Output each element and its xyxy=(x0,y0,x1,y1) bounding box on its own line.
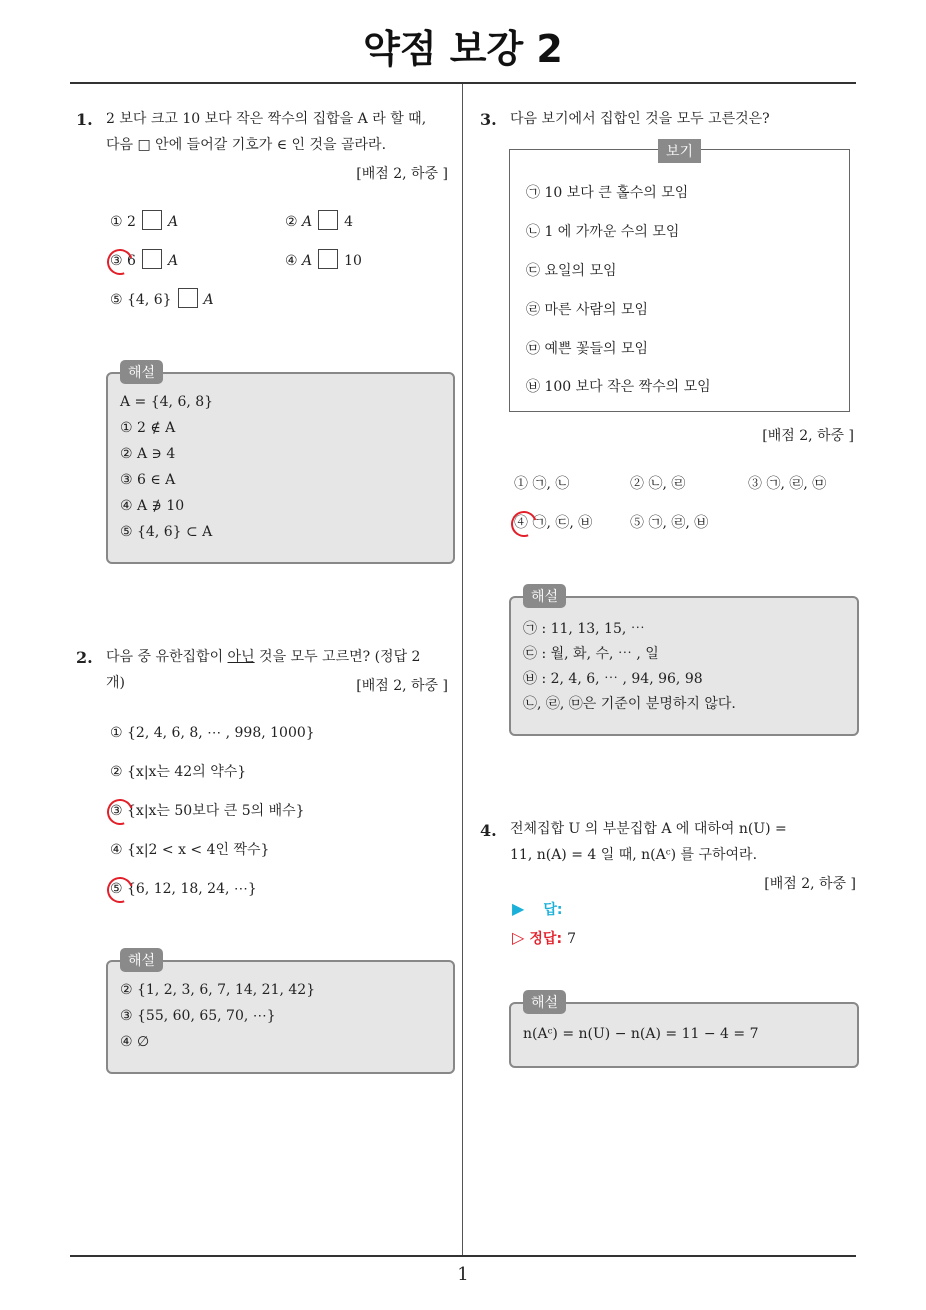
score-label: [배점 2, 하중 ] xyxy=(356,166,448,182)
question-text: 개) xyxy=(106,675,125,691)
explanation-line: ② A ∋ 4 xyxy=(120,446,176,462)
option-5[interactable]: ⑤ ㉠, ㉣, ㉥ xyxy=(630,515,709,531)
bogi-item: ㉤ 예쁜 꽃들의 모임 xyxy=(526,341,649,357)
page-number: 1 xyxy=(457,1264,469,1285)
explanation-line: ㉡, ㉣, ㉤은 기준이 분명하지 않다. xyxy=(523,696,736,712)
explanation-line: ⑤ {4, 6} ⊂ A xyxy=(120,524,213,540)
score-label: [배점 2, 하중 ] xyxy=(356,678,448,694)
page-title: 약점 보강 2 xyxy=(363,27,563,71)
question-text: 전체집합 U 의 부분집합 A 에 대하여 n(U) = xyxy=(510,821,787,837)
bogi-tag: 보기 xyxy=(658,139,701,163)
header-rule xyxy=(70,82,856,84)
bogi-box xyxy=(509,144,850,412)
question-text: 다음 보기에서 집합인 것을 모두 고른것은? xyxy=(510,111,770,127)
explanation-line: ㉥ : 2, 4, 6, ⋯ , 94, 96, 98 xyxy=(523,671,703,687)
explanation-tag: 해설 xyxy=(120,948,163,972)
explanation-box xyxy=(509,589,859,736)
blank-box xyxy=(142,249,162,269)
explanation-tag: 해설 xyxy=(120,360,163,384)
explanation-line: ③ {55, 60, 65, 70, ⋯} xyxy=(120,1008,276,1024)
footer-rule xyxy=(70,1255,856,1257)
explanation-line: ㉠ : 11, 13, 15, ⋯ xyxy=(523,621,645,637)
option-5[interactable]: ⑤ {6, 12, 18, 24, ⋯} xyxy=(110,881,257,897)
answer-field[interactable]: ▶ 답: xyxy=(512,899,563,918)
option-4[interactable]: ④ A 10 xyxy=(285,248,362,274)
explanation-line: ④ A ∌ 10 xyxy=(120,498,185,514)
option-3[interactable]: ③ ㉠, ㉣, ㉤ xyxy=(748,476,827,492)
option-3[interactable]: ③ {x|x는 50보다 큰 5의 배수} xyxy=(110,803,305,819)
question-number: 4. xyxy=(480,821,497,840)
option-2[interactable]: ② {x|x는 42의 약수} xyxy=(110,764,247,780)
explanation-line: A = {4, 6, 8} xyxy=(120,394,214,410)
option-4[interactable]: ④ ㉠, ㉢, ㉥ xyxy=(514,515,593,531)
explanation-line: ③ 6 ∈ A xyxy=(120,472,176,488)
explanation-line: ② {1, 2, 3, 6, 7, 14, 21, 42} xyxy=(120,982,316,998)
question-number: 1. xyxy=(76,110,93,129)
explanation-box xyxy=(106,365,455,564)
explanation-line: n(Aᶜ) = n(U) − n(A) = 11 − 4 = 7 xyxy=(523,1026,759,1042)
option-1[interactable]: ① {2, 4, 6, 8, ⋯ , 998, 1000} xyxy=(110,725,315,741)
correct-answer: ▷ 정답: 7 xyxy=(512,928,577,947)
question-number: 3. xyxy=(480,110,497,129)
question-text: 다음 □ 안에 들어갈 기호가 ∈ 인 것을 골라라. xyxy=(106,137,387,153)
option-1[interactable]: ① ㉠, ㉡ xyxy=(514,476,570,492)
option-2[interactable]: ② A 4 xyxy=(285,209,353,235)
score-label: [배점 2, 하중 ] xyxy=(762,428,854,444)
bogi-item: ㉣ 마른 사람의 모임 xyxy=(526,302,649,318)
option-2[interactable]: ② ㉡, ㉣ xyxy=(630,476,686,492)
explanation-line: ① 2 ∉ A xyxy=(120,420,176,436)
play-arrow-icon: ▶ xyxy=(512,899,525,918)
option-5[interactable]: ⑤ {4, 6} A xyxy=(110,287,214,313)
explanation-box xyxy=(106,953,455,1074)
bogi-item: ㉡ 1 에 가까운 수의 모임 xyxy=(526,224,680,240)
blank-box xyxy=(142,210,162,230)
column-divider xyxy=(462,84,463,1257)
bogi-item: ㉢ 요일의 모임 xyxy=(526,263,617,279)
explanation-tag: 해설 xyxy=(523,584,566,608)
explanation-tag: 해설 xyxy=(523,990,566,1014)
bogi-item: ㉥ 100 보다 작은 짝수의 모임 xyxy=(526,379,711,395)
option-4[interactable]: ④ {x|2 < x < 4인 짝수} xyxy=(110,842,270,858)
option-3[interactable]: ③ 6 A xyxy=(110,248,178,274)
question-number: 2. xyxy=(76,648,93,667)
bogi-item: ㉠ 10 보다 큰 홀수의 모임 xyxy=(526,185,689,201)
question-text: 2 보다 크고 10 보다 작은 짝수의 집합을 A 라 할 때, xyxy=(106,111,427,127)
score-label: [배점 2, 하중 ] xyxy=(764,876,856,892)
blank-box xyxy=(318,249,338,269)
explanation-line: ㉢ : 월, 화, 수, ⋯ , 일 xyxy=(523,646,659,662)
explanation-line: ④ ∅ xyxy=(120,1034,150,1050)
option-1[interactable]: ① 2 A xyxy=(110,209,178,235)
explanation-box xyxy=(509,995,859,1068)
question-text: 다음 중 유한집합이 아닌 것을 모두 고르면? (정답 2 xyxy=(106,649,421,665)
question-text: 11, n(A) = 4 일 때, n(Aᶜ) 를 구하여라. xyxy=(510,847,758,863)
blank-box xyxy=(178,288,198,308)
blank-box xyxy=(318,210,338,230)
outline-arrow-icon: ▷ xyxy=(512,928,525,947)
